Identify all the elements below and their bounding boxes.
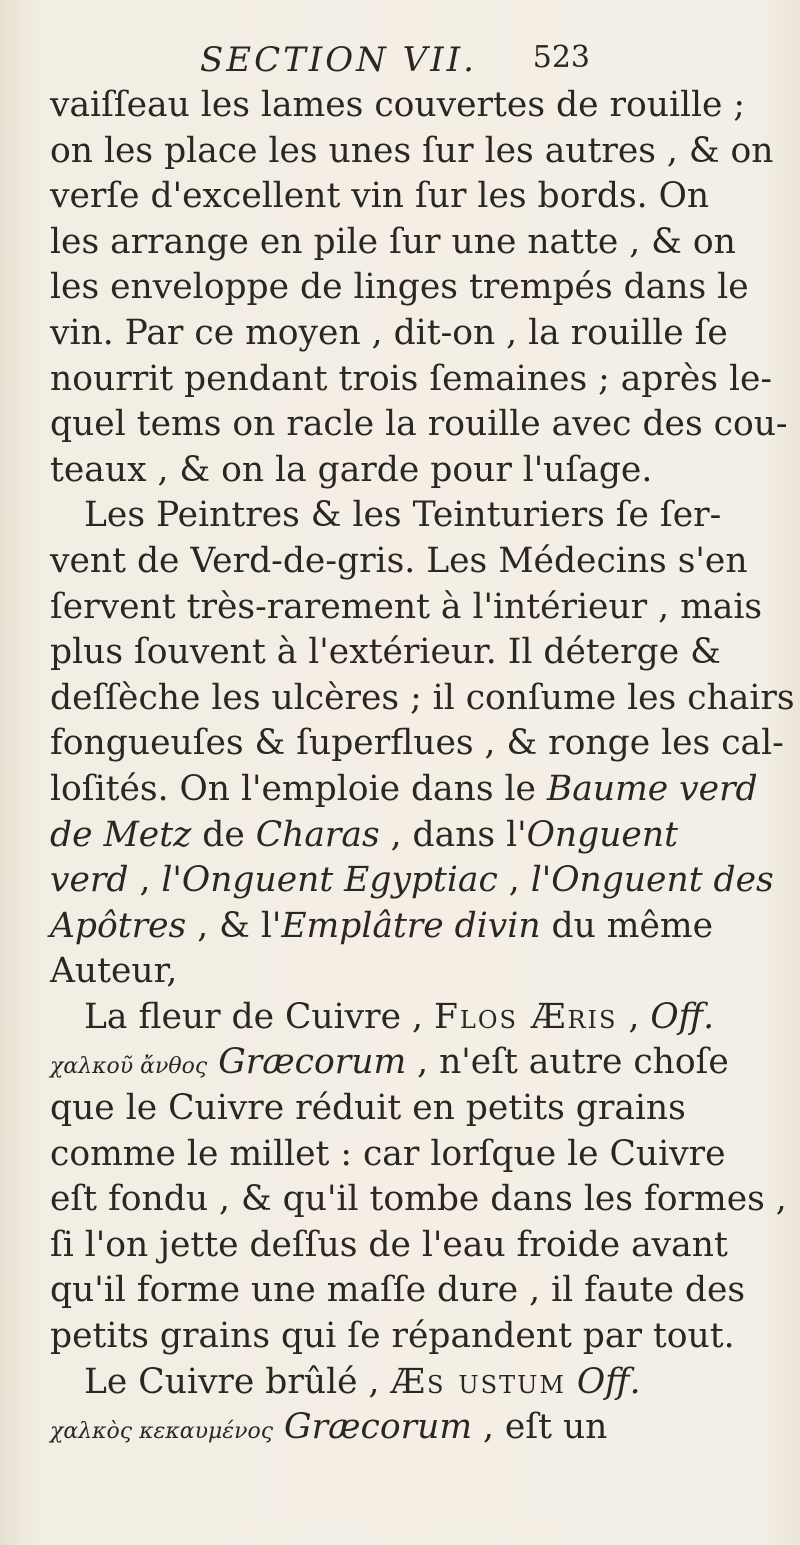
text-line <box>50 995 770 1041</box>
section-title: SECTION VII. <box>200 40 477 80</box>
text-line <box>50 1405 770 1451</box>
text-line <box>50 585 770 631</box>
text-line <box>50 402 788 448</box>
text-run: de Metz <box>50 814 192 855</box>
text-run: ſi l'on jette deſſus de l'eau froide avant <box>50 1224 728 1265</box>
text-run <box>273 1407 284 1447</box>
text-run: , & l' <box>186 905 282 946</box>
text-run: les arrange en pile ſur une natte , & on <box>50 221 736 262</box>
text-line <box>50 630 770 676</box>
text-line <box>50 1360 770 1406</box>
text-run: Les Peintres & les Teinturiers ſe ſer- <box>84 495 722 536</box>
text-line <box>50 1223 770 1269</box>
text-run: les enveloppe de linges trempés dans le <box>50 267 749 308</box>
text-run: deſſèche les ulcères ; il conſume les chairs <box>50 677 795 718</box>
text-run: nourrit pendant trois ſemaines ; après le- <box>50 358 773 399</box>
text-run <box>207 1042 218 1082</box>
text-run: Baume verd <box>546 768 758 809</box>
text-run: vent de Verd-de-gris. Les Médecins s'en <box>50 540 748 581</box>
text-run: , n'eſt autre choſe <box>406 1042 729 1083</box>
text-run: , <box>617 996 651 1037</box>
text-run: Off. <box>650 996 715 1037</box>
text-line <box>50 1268 770 1314</box>
text-run: χαλκὸς κεκαυμένος <box>50 1419 274 1445</box>
text-run: Æs ustum <box>390 1361 566 1402</box>
text-line <box>50 813 770 859</box>
text-run: comme le millet : car lorſque le Cuivre <box>50 1133 726 1174</box>
text-run: Græcorum <box>218 1042 407 1083</box>
text-run: du même <box>540 905 714 946</box>
text-run: Emplâtre divin <box>281 905 541 946</box>
text-run: Græcorum <box>284 1407 473 1448</box>
text-run: verd <box>50 860 129 901</box>
text-line <box>50 904 770 950</box>
text-line <box>50 357 773 403</box>
text-run: l'Onguent des <box>530 860 774 901</box>
text-run: Flos Æris <box>433 996 618 1037</box>
text-run: χαλκοῦ ἄνθος <box>50 1054 208 1080</box>
text-line <box>50 1086 770 1132</box>
text-line <box>50 858 774 904</box>
text-run: ſervent très-rarement à l'intérieur , mais <box>50 586 763 627</box>
running-header <box>200 40 590 80</box>
text-run: verſe d'excellent vin ſur les bords. On <box>50 176 710 217</box>
text-line <box>50 129 774 175</box>
text-run: que le Cuivre réduit en petits grains <box>50 1088 686 1129</box>
text-line <box>50 721 784 767</box>
text-line <box>50 265 770 311</box>
text-run: Le Cuivre brûlé , <box>84 1361 391 1402</box>
text-line <box>50 767 770 813</box>
text-run: vaiſſeau les lames couvertes de rouille ; <box>50 85 746 125</box>
page-number: 523 <box>532 40 590 75</box>
text-run: de <box>191 814 256 855</box>
text-run: quel tems on racle la rouille avec des cou- <box>50 404 788 445</box>
text-run: on les place les unes ſur les autres , & on <box>50 130 774 171</box>
text-run: Off. <box>576 1361 641 1402</box>
body-text <box>50 83 795 1451</box>
text-run: Apôtres <box>50 905 187 946</box>
text-run: qu'il forme une maſſe dure , il faute des <box>50 1270 746 1311</box>
text-line <box>50 83 770 129</box>
text-run: loſités. On l'emploie dans le <box>50 768 547 809</box>
text-run: Onguent <box>526 814 678 855</box>
text-line <box>50 174 770 220</box>
text-line <box>50 220 770 266</box>
text-line <box>50 676 795 722</box>
text-run: petits grains qui ſe répandent par tout. <box>50 1316 735 1357</box>
text-line <box>50 1177 787 1223</box>
text-run: eſt fondu , & qu'il tombe dans les formes , <box>50 1179 787 1220</box>
text-run: , dans l' <box>379 814 527 855</box>
text-run: vin. Par ce moyen , dit-on , la rouille ſe <box>50 312 728 353</box>
text-run: La fleur de Cuivre , <box>84 996 434 1037</box>
text-run: , <box>497 860 531 901</box>
text-run: fongueuſes & ſuperflues , & ronge les cal- <box>50 723 784 764</box>
text-line <box>50 1132 770 1178</box>
text-line <box>50 539 770 585</box>
text-line <box>50 448 770 494</box>
text-line <box>50 949 770 995</box>
text-line <box>50 1314 770 1360</box>
text-run <box>566 1362 577 1402</box>
text-run: , <box>128 860 162 901</box>
text-line <box>50 493 770 539</box>
text-run: plus ſouvent à l'extérieur. Il déterge & <box>50 632 721 673</box>
text-line <box>50 1040 770 1086</box>
text-run: Charas <box>255 814 380 855</box>
text-run: l'Onguent Egyptiac <box>161 860 498 901</box>
text-run: Auteur, <box>50 951 178 992</box>
text-run: teaux , & on la garde pour l'uſage. <box>50 449 653 490</box>
text-run: , eſt un <box>472 1407 608 1448</box>
text-line <box>50 311 770 357</box>
